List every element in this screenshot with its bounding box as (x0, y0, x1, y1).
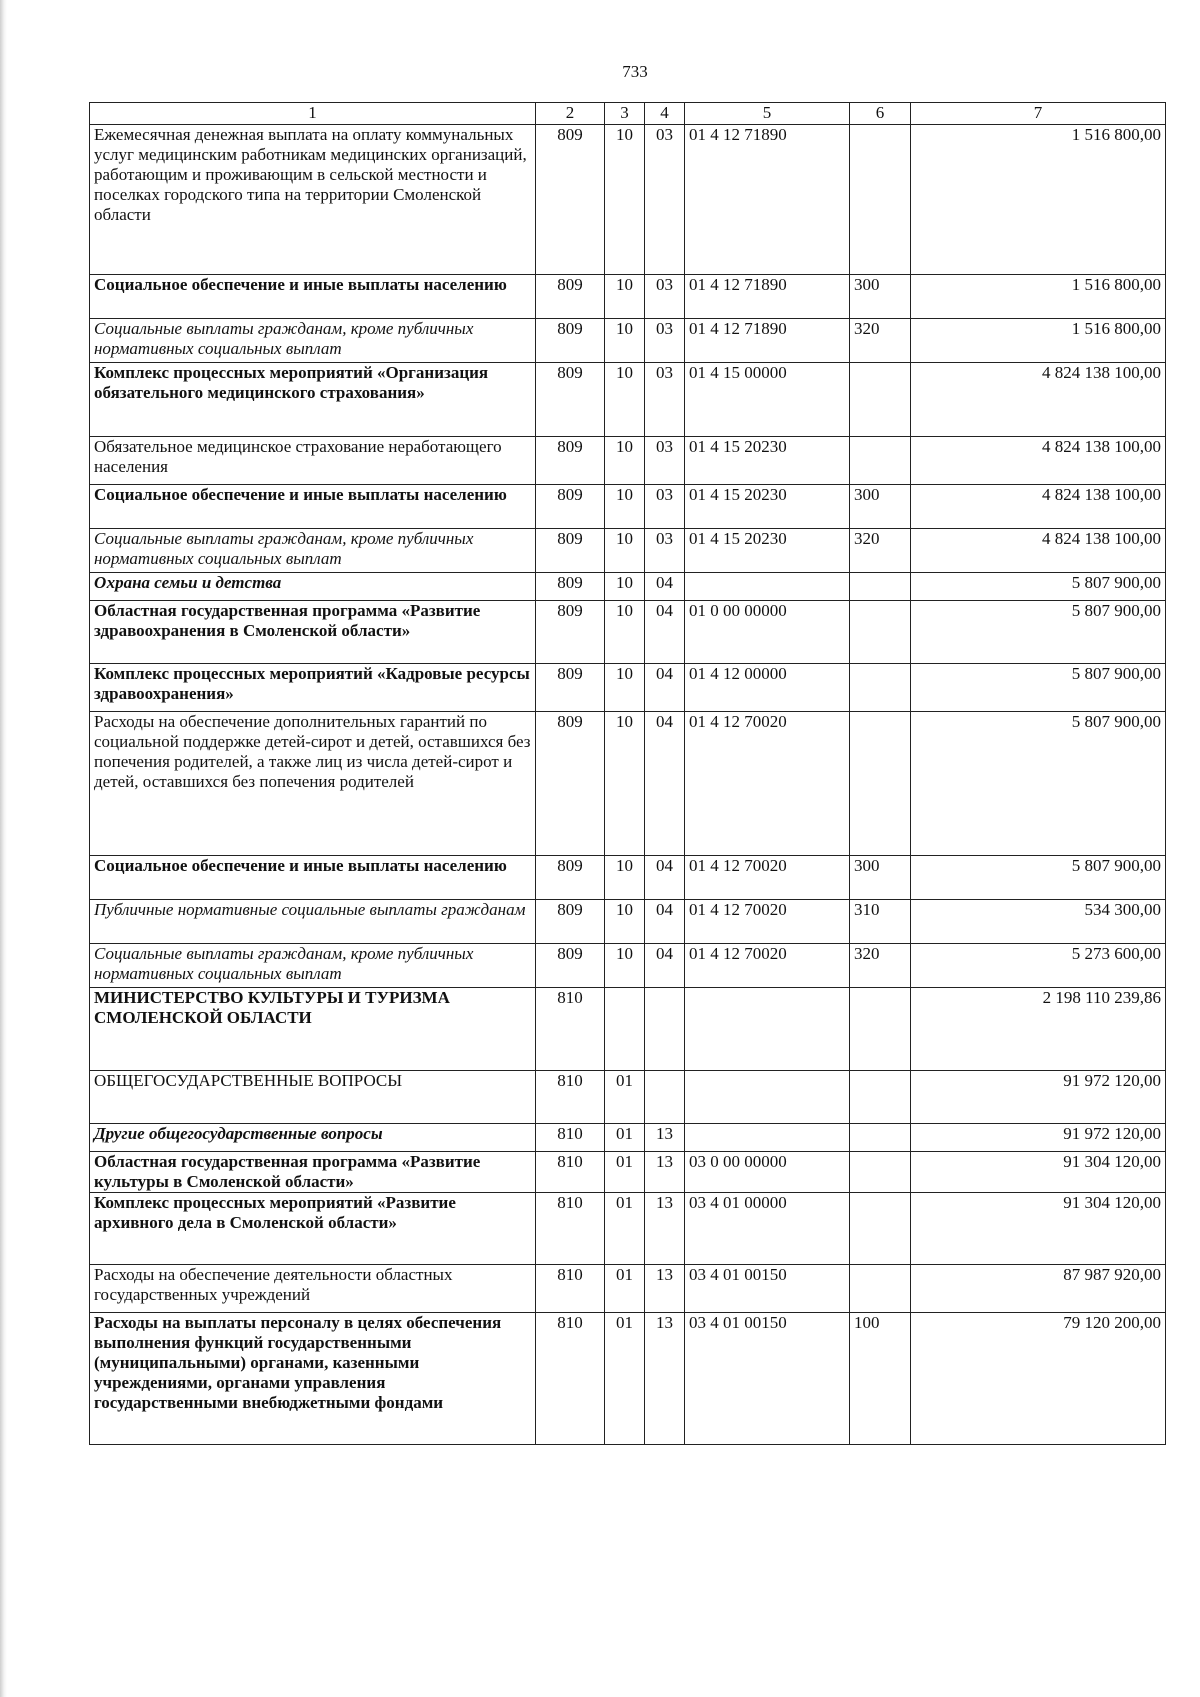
row-gov-code-cell: 809 (536, 485, 605, 529)
row-gov-code-cell: 809 (536, 944, 605, 988)
row-gov-code-cell: 809 (536, 125, 605, 275)
table-row (90, 485, 1166, 529)
page-number: 733 (622, 62, 648, 81)
row-section-cell: 01 (605, 1152, 645, 1193)
row-gov-code-cell: 809 (536, 712, 605, 856)
row-name-cell: Социальные выплаты гражданам, кроме публичных нормативных социальных выплат (90, 529, 536, 573)
row-expense-type-cell: 310 (850, 900, 911, 944)
row-name-cell: Публичные нормативные социальные выплаты гражданам (90, 900, 536, 944)
row-gov-code-cell: 809 (536, 529, 605, 573)
row-target-article-cell: 01 4 12 70020 (685, 944, 850, 988)
row-gov-code-cell: 809 (536, 573, 605, 601)
row-section-cell: 10 (605, 712, 645, 856)
table-row (90, 712, 1166, 856)
row-target-article-cell: 01 4 15 20230 (685, 529, 850, 573)
row-subsection-cell: 04 (645, 664, 685, 712)
row-name-cell: ОБЩЕГОСУДАРСТВЕННЫЕ ВОПРОСЫ (90, 1071, 536, 1124)
row-target-article-cell: 03 0 00 00000 (685, 1152, 850, 1193)
table-row (90, 944, 1166, 988)
row-expense-type-cell (850, 601, 911, 664)
row-expense-type-cell (850, 988, 911, 1071)
row-gov-code-cell: 810 (536, 1124, 605, 1152)
header-col-3: 3 (605, 103, 645, 125)
row-target-article-cell: 01 4 12 71890 (685, 125, 850, 275)
row-gov-code-cell: 810 (536, 1193, 605, 1265)
row-section-cell: 10 (605, 125, 645, 275)
header-col-1: 1 (90, 103, 536, 125)
row-name-cell: Социальное обеспечение и иные выплаты населению (90, 485, 536, 529)
header-col-6: 6 (850, 103, 911, 125)
row-name-cell: Ежемесячная денежная выплата на оплату коммунальных услуг медицинским работникам медицинских организаций, работающим и проживающим в сельской местности и поселках городского типа на территории Смоленской области (90, 125, 536, 275)
row-subsection-cell: 03 (645, 275, 685, 319)
row-expense-type-cell (850, 1152, 911, 1193)
row-gov-code-cell: 809 (536, 363, 605, 437)
row-name-cell: Социальное обеспечение и иные выплаты населению (90, 856, 536, 900)
row-section-cell: 10 (605, 601, 645, 664)
row-section-cell: 10 (605, 363, 645, 437)
row-section-cell: 10 (605, 275, 645, 319)
row-subsection-cell: 03 (645, 437, 685, 485)
table-row (90, 363, 1166, 437)
row-expense-type-cell (850, 1124, 911, 1152)
row-name-cell: Другие общегосударственные вопросы (90, 1124, 536, 1152)
row-target-article-cell (685, 1124, 850, 1152)
row-target-article-cell: 01 4 12 70020 (685, 856, 850, 900)
row-expense-type-cell (850, 1265, 911, 1313)
row-target-article-cell: 01 4 12 70020 (685, 900, 850, 944)
row-section-cell: 10 (605, 664, 645, 712)
row-subsection-cell: 13 (645, 1313, 685, 1445)
row-subsection-cell: 04 (645, 856, 685, 900)
row-section-cell: 01 (605, 1071, 645, 1124)
row-amount-cell: 534 300,00 (911, 900, 1166, 944)
header-col-5: 5 (685, 103, 850, 125)
row-subsection-cell: 03 (645, 125, 685, 275)
row-name-cell: Областная государственная программа «Развитие здравоохранения в Смоленской области» (90, 601, 536, 664)
row-gov-code-cell: 810 (536, 1071, 605, 1124)
row-gov-code-cell: 809 (536, 601, 605, 664)
row-name-cell: Областная государственная программа «Развитие культуры в Смоленской области» (90, 1152, 536, 1193)
row-subsection-cell: 03 (645, 485, 685, 529)
table-row (90, 900, 1166, 944)
row-amount-cell: 4 824 138 100,00 (911, 529, 1166, 573)
row-gov-code-cell: 810 (536, 1152, 605, 1193)
row-amount-cell: 91 304 120,00 (911, 1152, 1166, 1193)
row-target-article-cell: 01 4 12 71890 (685, 319, 850, 363)
row-target-article-cell: 03 4 01 00000 (685, 1193, 850, 1265)
row-amount-cell: 5 807 900,00 (911, 712, 1166, 856)
row-target-article-cell (685, 988, 850, 1071)
row-target-article-cell (685, 1071, 850, 1124)
row-name-cell: Комплекс процессных мероприятий «Организация обязательного медицинского страхования» (90, 363, 536, 437)
table-row (90, 1265, 1166, 1313)
row-expense-type-cell: 320 (850, 319, 911, 363)
table-row (90, 529, 1166, 573)
table-header-row (90, 103, 1166, 125)
row-expense-type-cell (850, 1071, 911, 1124)
row-subsection-cell: 04 (645, 944, 685, 988)
row-expense-type-cell: 300 (850, 485, 911, 529)
row-subsection-cell: 03 (645, 529, 685, 573)
scan-edge-shadow (0, 0, 7, 1697)
row-amount-cell: 5 807 900,00 (911, 856, 1166, 900)
row-gov-code-cell: 810 (536, 988, 605, 1071)
row-amount-cell: 4 824 138 100,00 (911, 363, 1166, 437)
row-gov-code-cell: 809 (536, 664, 605, 712)
row-amount-cell: 2 198 110 239,86 (911, 988, 1166, 1071)
row-expense-type-cell (850, 1193, 911, 1265)
row-subsection-cell: 04 (645, 573, 685, 601)
row-target-article-cell: 03 4 01 00150 (685, 1265, 850, 1313)
row-amount-cell: 87 987 920,00 (911, 1265, 1166, 1313)
row-section-cell: 10 (605, 573, 645, 601)
row-expense-type-cell: 320 (850, 944, 911, 988)
row-amount-cell: 5 807 900,00 (911, 664, 1166, 712)
row-amount-cell: 1 516 800,00 (911, 275, 1166, 319)
row-amount-cell: 4 824 138 100,00 (911, 437, 1166, 485)
table-row (90, 988, 1166, 1071)
row-amount-cell: 91 972 120,00 (911, 1071, 1166, 1124)
row-target-article-cell: 01 4 12 00000 (685, 664, 850, 712)
row-name-cell: Комплекс процессных мероприятий «Развитие архивного дела в Смоленской области» (90, 1193, 536, 1265)
row-amount-cell: 91 972 120,00 (911, 1124, 1166, 1152)
table-row (90, 1313, 1166, 1445)
row-expense-type-cell: 300 (850, 856, 911, 900)
row-subsection-cell: 13 (645, 1152, 685, 1193)
row-expense-type-cell (850, 437, 911, 485)
row-gov-code-cell: 809 (536, 437, 605, 485)
row-gov-code-cell: 809 (536, 319, 605, 363)
row-subsection-cell: 04 (645, 601, 685, 664)
row-target-article-cell: 01 4 12 71890 (685, 275, 850, 319)
table-row (90, 125, 1166, 275)
row-subsection-cell: 03 (645, 363, 685, 437)
row-expense-type-cell (850, 664, 911, 712)
row-amount-cell: 5 807 900,00 (911, 573, 1166, 601)
table-row (90, 437, 1166, 485)
row-name-cell: Расходы на обеспечение деятельности областных государственных учреждений (90, 1265, 536, 1313)
row-expense-type-cell (850, 125, 911, 275)
row-gov-code-cell: 810 (536, 1265, 605, 1313)
row-expense-type-cell: 320 (850, 529, 911, 573)
table-row (90, 1152, 1166, 1193)
table-row (90, 601, 1166, 664)
row-name-cell: Расходы на выплаты персоналу в целях обеспечения выполнения функций государственными (муниципальными) органами, казенными учреждениями, органами управления государственными внебюджетными фондами (90, 1313, 536, 1445)
table-row (90, 573, 1166, 601)
row-section-cell: 10 (605, 856, 645, 900)
row-gov-code-cell: 809 (536, 275, 605, 319)
row-target-article-cell: 03 4 01 00150 (685, 1313, 850, 1445)
row-expense-type-cell (850, 573, 911, 601)
row-amount-cell: 1 516 800,00 (911, 125, 1166, 275)
row-amount-cell: 5 807 900,00 (911, 601, 1166, 664)
row-section-cell: 01 (605, 1265, 645, 1313)
table-row (90, 1193, 1166, 1265)
row-name-cell: Социальные выплаты гражданам, кроме публичных нормативных социальных выплат (90, 319, 536, 363)
row-section-cell (605, 988, 645, 1071)
budget-table (89, 102, 1166, 1445)
row-subsection-cell (645, 1071, 685, 1124)
row-target-article-cell: 01 0 00 00000 (685, 601, 850, 664)
header-col-7: 7 (911, 103, 1166, 125)
row-section-cell: 10 (605, 485, 645, 529)
row-section-cell: 10 (605, 437, 645, 485)
row-section-cell: 10 (605, 900, 645, 944)
row-gov-code-cell: 809 (536, 856, 605, 900)
row-gov-code-cell: 809 (536, 900, 605, 944)
row-subsection-cell: 03 (645, 319, 685, 363)
table-row (90, 1124, 1166, 1152)
row-expense-type-cell (850, 363, 911, 437)
row-expense-type-cell (850, 712, 911, 856)
row-expense-type-cell: 100 (850, 1313, 911, 1445)
row-subsection-cell (645, 988, 685, 1071)
row-amount-cell: 91 304 120,00 (911, 1193, 1166, 1265)
header-col-2: 2 (536, 103, 605, 125)
row-target-article-cell (685, 573, 850, 601)
row-section-cell: 10 (605, 529, 645, 573)
row-name-cell: Охрана семьи и детства (90, 573, 536, 601)
row-name-cell: Социальные выплаты гражданам, кроме публичных нормативных социальных выплат (90, 944, 536, 988)
row-amount-cell: 79 120 200,00 (911, 1313, 1166, 1445)
row-subsection-cell: 13 (645, 1265, 685, 1313)
table-row (90, 664, 1166, 712)
table-row (90, 319, 1166, 363)
table-row (90, 1071, 1166, 1124)
row-name-cell: Расходы на обеспечение дополнительных гарантий по социальной поддержке детей-сирот и детей, оставшихся без попечения родителей, а также лиц из числа детей-сирот и детей, оставшихся без попечения родителей (90, 712, 536, 856)
row-subsection-cell: 13 (645, 1193, 685, 1265)
row-subsection-cell: 04 (645, 900, 685, 944)
table-row (90, 856, 1166, 900)
row-name-cell: Обязательное медицинское страхование неработающего населения (90, 437, 536, 485)
row-subsection-cell: 04 (645, 712, 685, 856)
row-name-cell: Комплекс процессных мероприятий «Кадровые ресурсы здравоохранения» (90, 664, 536, 712)
row-subsection-cell: 13 (645, 1124, 685, 1152)
row-amount-cell: 5 273 600,00 (911, 944, 1166, 988)
table-row (90, 275, 1166, 319)
row-name-cell: Социальное обеспечение и иные выплаты населению (90, 275, 536, 319)
row-amount-cell: 4 824 138 100,00 (911, 485, 1166, 529)
row-target-article-cell: 01 4 15 00000 (685, 363, 850, 437)
row-amount-cell: 1 516 800,00 (911, 319, 1166, 363)
row-target-article-cell: 01 4 12 70020 (685, 712, 850, 856)
row-section-cell: 10 (605, 319, 645, 363)
header-col-4: 4 (645, 103, 685, 125)
row-section-cell: 10 (605, 944, 645, 988)
row-gov-code-cell: 810 (536, 1313, 605, 1445)
row-expense-type-cell: 300 (850, 275, 911, 319)
row-target-article-cell: 01 4 15 20230 (685, 485, 850, 529)
row-section-cell: 01 (605, 1193, 645, 1265)
row-target-article-cell: 01 4 15 20230 (685, 437, 850, 485)
row-section-cell: 01 (605, 1124, 645, 1152)
row-section-cell: 01 (605, 1313, 645, 1445)
row-name-cell: МИНИСТЕРСТВО КУЛЬТУРЫ И ТУРИЗМА СМОЛЕНСКОЙ ОБЛАСТИ (90, 988, 536, 1071)
